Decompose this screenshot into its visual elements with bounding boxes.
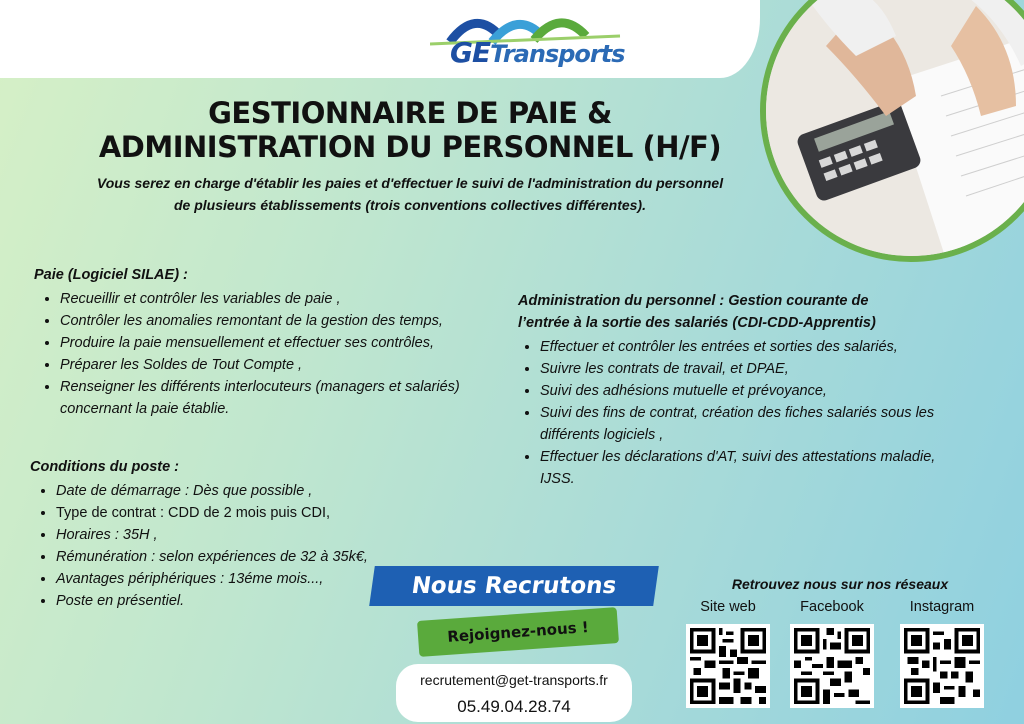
list-item: • Avantages périphériques : 13éme mois..., — [56, 568, 430, 590]
qr-facebook[interactable] — [784, 598, 880, 708]
list-item: • Horaires : 35H , — [56, 524, 430, 546]
list-item: • Poste en présentiel. — [56, 590, 430, 612]
job-intro: Vous serez en charge d'établir les paies et d'effectuer le suivi de l'administration du personnel de plusieurs établissements (trois conventions collectives différentes). — [96, 175, 724, 213]
logo-wordmark: GETransports — [450, 36, 625, 69]
calculator-photo — [760, 0, 1024, 262]
list-item: • Recueillir et contrôler les variables de paie , — [60, 288, 494, 310]
header-band — [0, 0, 760, 78]
paie-section — [34, 264, 494, 420]
list-item: • Suivre les contrats de travail, et DPAE, — [540, 358, 954, 380]
list-item: • Renseigner les différents interlocuteurs (managers et salariés) concernant la paie établie. — [60, 376, 494, 420]
recruiting-banner: Nous Recrutons — [369, 566, 659, 606]
list-item: • Suivi des adhésions mutuelle et prévoyance, — [540, 380, 954, 402]
contact-box — [396, 664, 632, 722]
list-item: • Type de contrat : CDD de 2 mois puis CDI, — [56, 502, 430, 524]
list-item: • Contrôler les anomalies remontant de la gestion des temps, — [60, 310, 494, 332]
list-item: • Rémunération : selon expériences de 32 à 35k€, — [56, 546, 430, 568]
social-heading: Retrouvez nous sur nos réseaux — [731, 576, 949, 592]
qr-instagram[interactable] — [894, 598, 990, 708]
qr-code-icon[interactable] — [900, 624, 984, 708]
list-item: • Préparer les Soldes de Tout Compte , — [60, 354, 494, 376]
paie-heading: Paie (Logiciel SILAE) : — [34, 267, 188, 283]
qr-label: Instagram — [909, 599, 975, 615]
join-us-banner: Rejoignez-nous ! — [417, 607, 619, 657]
list-item: • Date de démarrage : Dès que possible , — [56, 480, 430, 502]
qr-code-icon[interactable] — [686, 624, 770, 708]
company-logo — [430, 6, 640, 70]
job-title: GESTIONNAIRE DE PAIE & ADMINISTRATION DU PERSONNEL (H/F) — [98, 96, 722, 164]
list-item: • Effectuer les déclarations d'AT, suivi des attestations maladie, IJSS. — [540, 446, 954, 490]
contact-phone[interactable]: 05.49.04.28.74 — [457, 697, 571, 716]
list-item: • Effectuer et contrôler les entrées et sorties des salariés, — [540, 336, 954, 358]
list-item: • Suivi des fins de contrat, création des fiches salariés sous les différents logiciels , — [540, 402, 954, 446]
conditions-heading: Conditions du poste : — [30, 459, 180, 475]
qr-code-icon[interactable] — [790, 624, 874, 708]
contact-email[interactable]: recrutement@get-transports.fr — [420, 672, 608, 688]
conditions-section — [30, 456, 430, 612]
admin-section — [514, 290, 954, 490]
qr-label: Site web — [700, 599, 756, 615]
qr-label: Facebook — [800, 599, 864, 615]
qr-website[interactable] — [680, 598, 776, 708]
admin-heading: Administration du personnel : Gestion courante de l’entrée à la sortie des salariés (CDI-CDD-Apprentis) — [518, 293, 876, 331]
list-item: • Produire la paie mensuellement et effectuer ses contrôles, — [60, 332, 494, 354]
